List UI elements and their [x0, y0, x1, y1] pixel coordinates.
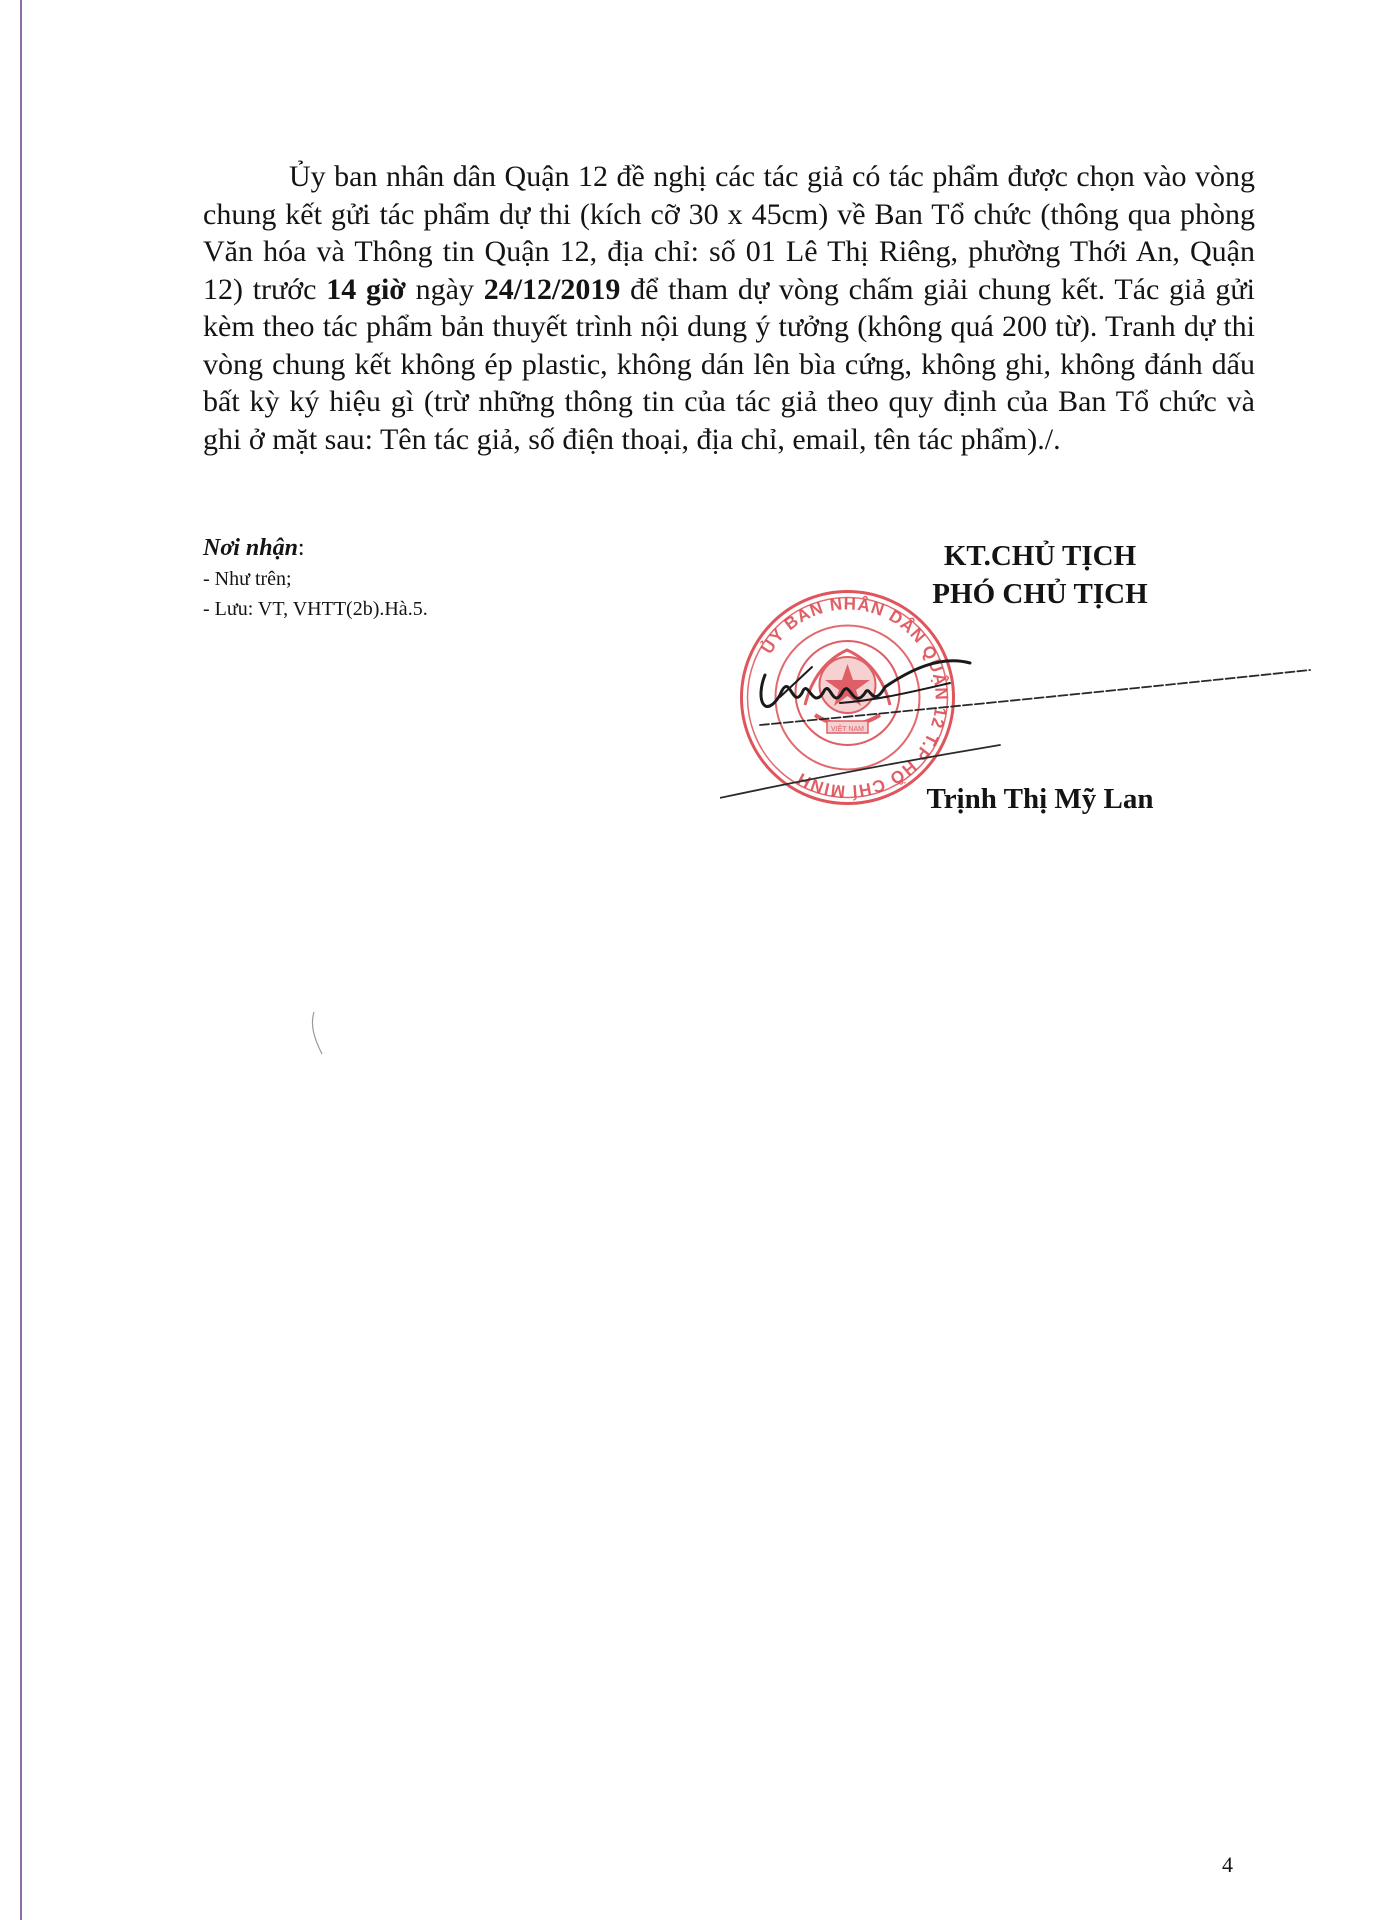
paragraph-text-3: để tham dự vòng chấm giải chung kết. Tác giả gửi kèm theo tác phẩm bản thuyết trình nội dung ý tưởng (không quá 200 từ). Tranh dự thi vòng chung kết không ép plastic, không dán lên bìa cứng, không ghi, không đánh dấu bất kỳ ký hiệu gì (trừ những thông tin của tác giả theo quy định của Ban Tổ chức và ghi ở mặt sau: Tên tác giả, số điện thoại, địa chỉ, email, tên tác phẩm)./.: [203, 272, 1256, 456]
scan-artifact: [308, 1010, 328, 1060]
signature-title-line1: KT.CHỦ TỊCH: [943, 540, 1137, 572]
deadline-time: 14 giờ: [326, 272, 406, 306]
emblem-text: VIỆT NAM: [831, 726, 864, 733]
paragraph-text-2: ngày: [415, 272, 474, 306]
recipients-heading-colon: :: [297, 535, 305, 561]
signature-title-line2: PHÓ CHỦ TỊCH: [932, 578, 1148, 610]
signer-name: Trịnh Thị Mỹ Lan: [926, 783, 1154, 815]
page-number: 4: [1222, 1852, 1233, 1877]
recipients-heading: [203, 532, 623, 564]
recipient-item: - Như trên;: [203, 568, 292, 590]
recipient-item: - Lưu: VT, VHTT(2b).Hà.5.: [203, 598, 428, 620]
seal-text: ỦY BAN NHÂN DÂN QUẬN 12 T.P HỒ CHÍ MINH: [757, 594, 951, 801]
recipients-heading-text: Nơi nhận: [203, 535, 298, 561]
body-paragraph: [203, 158, 1255, 458]
paragraph-text-1: Ủy ban nhân dân Quận 12 đề nghị các tác giả có tác phẩm được chọn vào vòng chung kết gửi tác phẩm dự thi (kích cỡ 30 x 45cm) về Ban Tổ chức (thông qua phòng Văn hóa và Thông tin Quận 12, địa chỉ: số 01 Lê Thị Riêng, phường Thới An, Quận 12) trước: [203, 160, 1255, 306]
page-border: [20, 0, 22, 1920]
recipients-block: [203, 532, 623, 624]
paragraph: [203, 158, 1255, 458]
deadline-date: 24/12/2019: [483, 272, 621, 306]
